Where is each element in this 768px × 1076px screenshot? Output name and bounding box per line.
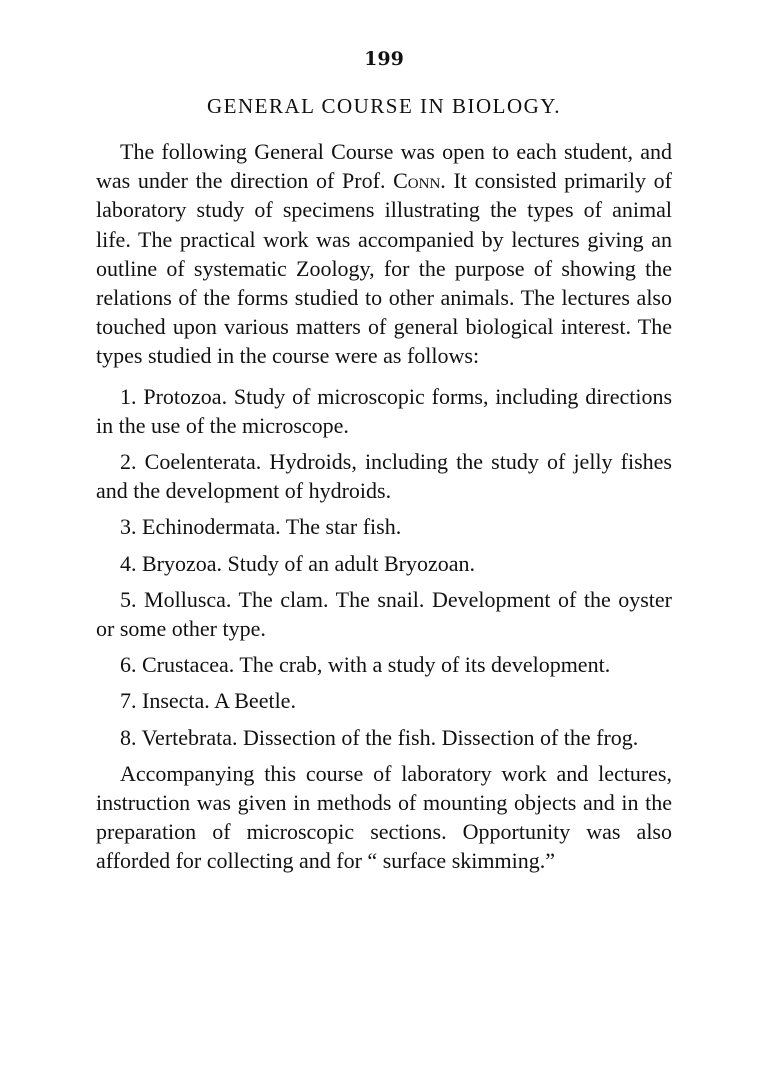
item-number: 4.: [120, 550, 137, 576]
item-number: 2.: [120, 449, 137, 475]
item-text: Crustacea. The crab, with a study of its development.: [142, 652, 611, 678]
closing-paragraph: Accompanying this course of laboratory work and lectures, instruction was given in methods of mounting objects and in the preparation of microscopic sections. Opportunity was also afforded for collecting and for “ surface skimming.”: [96, 760, 672, 874]
list-item: [96, 512, 672, 541]
item-text: Protozoa. Study of microscopic forms, including directions in the use of the microscope.: [96, 383, 673, 438]
item-text: Echinodermata. The star fish.: [142, 514, 402, 540]
item-number: 1.: [120, 383, 137, 409]
item-number: 7.: [120, 688, 137, 714]
item-number: 5.: [120, 586, 137, 612]
list-item: [96, 382, 672, 440]
list-item: [96, 549, 672, 578]
intro-text-start: The following General Course was open to each student, and was under the direction of Prof.: [96, 139, 672, 194]
intro-text-end: . It consisted primarily of laboratory study of specimens illustrating the types of animal life. The practical work was accompanied by lectures giving an outline of systematic Zoology, for the purpose of showing the relations of the forms studied to other animals. The lectures also touched upon various matters of general biological interest. The types studied in the course were as follows:: [96, 168, 672, 369]
list-item: [96, 447, 672, 505]
list-item: [96, 585, 672, 643]
item-number: 6.: [120, 652, 137, 678]
item-text: Coelenterata. Hydroids, including the study of jelly fishes and the development of hydroids.: [96, 449, 672, 504]
item-text: Bryozoa. Study of an adult Bryozoan.: [142, 550, 475, 576]
item-text: Insecta. A Beetle.: [142, 688, 296, 714]
item-text: Vertebrata. Dissection of the fish. Dissection of the frog.: [141, 724, 639, 750]
list-item: [96, 723, 672, 752]
section-heading: GENERAL COURSE IN BIOLOGY.: [207, 94, 561, 118]
item-text: Mollusca. The clam. The snail. Development of the oyster or some other type.: [96, 586, 673, 642]
instructor-name: Conn: [393, 168, 441, 194]
body-text: [96, 137, 672, 883]
intro-paragraph: [96, 137, 672, 371]
list-item: [96, 650, 672, 679]
page-number: 199: [364, 48, 404, 70]
list-item: [96, 686, 672, 715]
item-number: 3.: [120, 514, 137, 540]
item-number: 8.: [120, 724, 137, 750]
